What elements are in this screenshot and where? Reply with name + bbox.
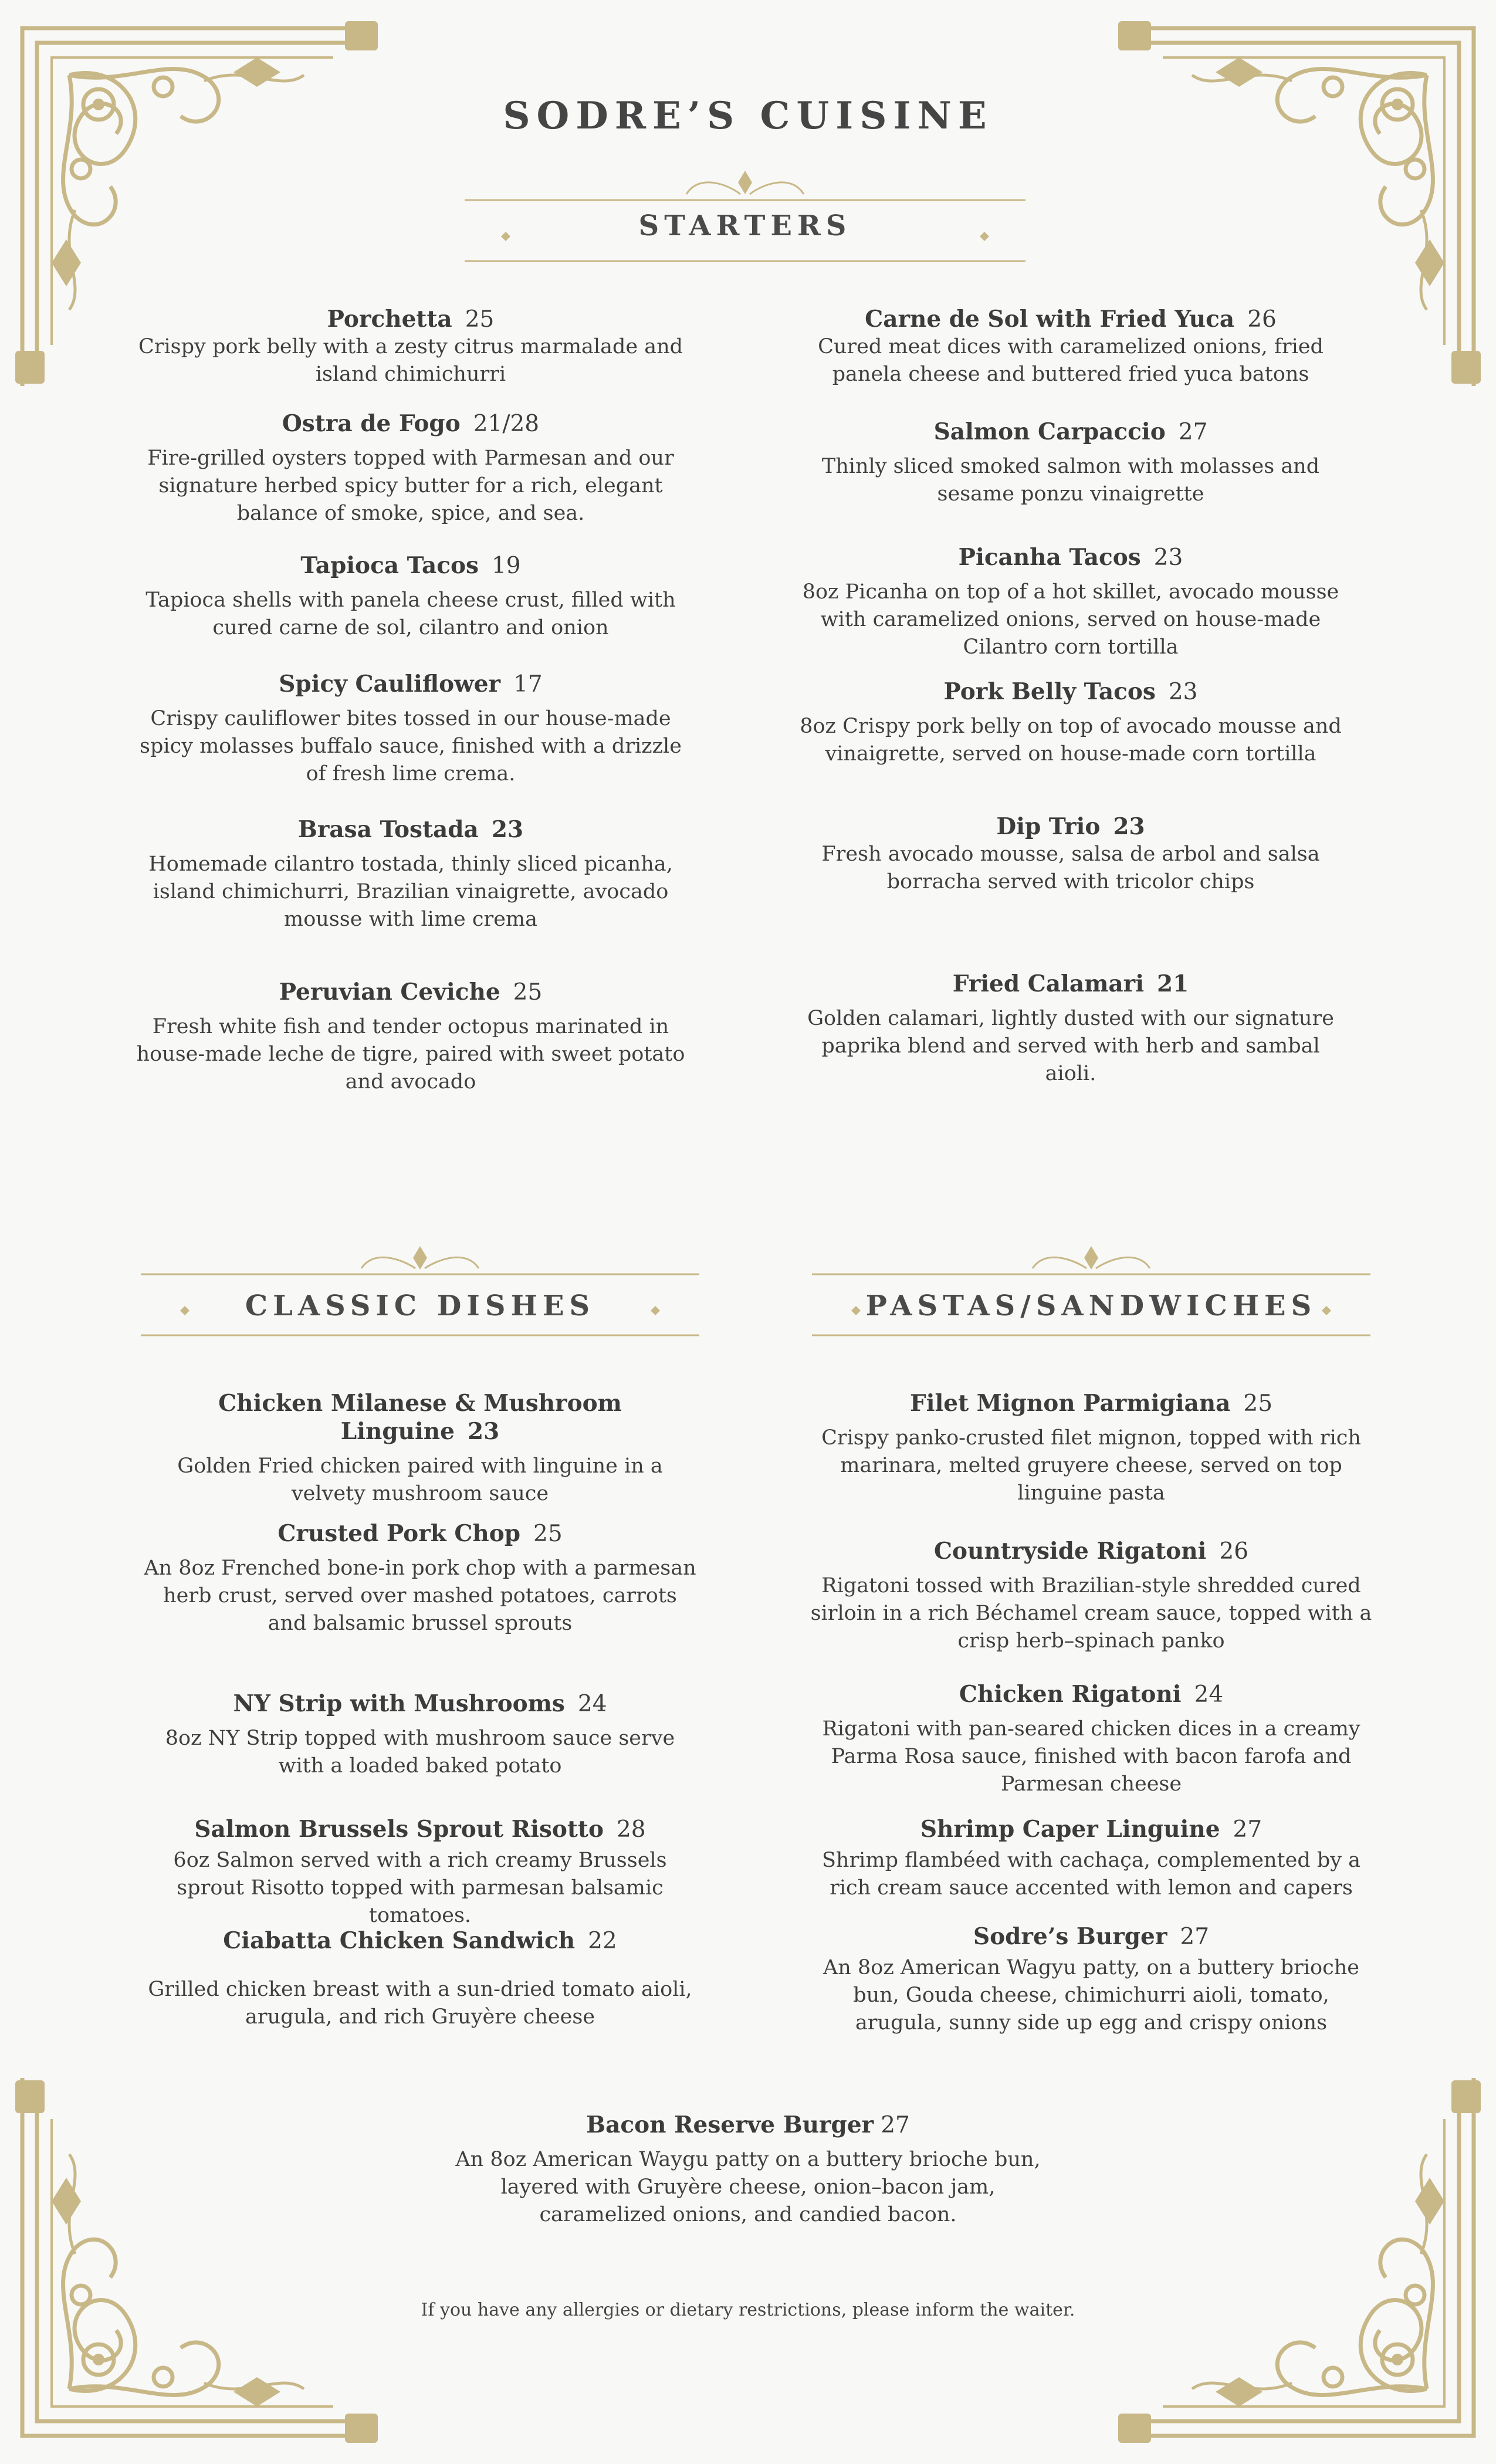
menu-item	[141, 1690, 699, 1780]
item-name: Peruvian Ceviche	[279, 979, 500, 1006]
item-name: Shrimp Caper Linguine	[920, 1816, 1220, 1843]
classic-dishes-title: CLASSIC DISHES	[245, 1289, 595, 1322]
menu-item	[795, 543, 1346, 661]
item-price: 23	[467, 1418, 500, 1445]
item-price: 22	[588, 1928, 617, 1954]
item-name: Filet Mignon Parmigiana	[909, 1390, 1231, 1417]
item-price: 21	[1157, 970, 1189, 997]
item-name: Salmon Carpaccio	[933, 418, 1166, 445]
item-price: 25	[513, 979, 543, 1006]
item-description: Homemade cilantro tostada, thinly sliced picanha, island chimichurri, Brazilian vinaigrette, avocado mousse with lime crema	[148, 852, 673, 931]
pastas-sandwiches-heading	[812, 1244, 1370, 1338]
corner-ornament-bottom-right	[1110, 2066, 1485, 2448]
menu-item	[141, 1927, 699, 2031]
item-description: Cured meat dices with caramelized onions, fried panela cheese and buttered fried yuca batons	[818, 335, 1324, 386]
item-name: Tapioca Tacos	[300, 552, 479, 579]
item-name: NY Strip with Mushrooms	[233, 1690, 565, 1717]
menu-item	[141, 1815, 699, 1930]
item-price: 17	[513, 671, 543, 698]
item-price: 23	[491, 816, 524, 843]
item-description: 8oz Picanha on top of a hot skillet, avocado mousse with caramelized onions, served on house-made Cilantro corn tortilla	[802, 580, 1339, 659]
menu-item	[135, 815, 686, 933]
item-description: An 8oz Frenched bone-in pork chop with a parmesan herb crust, served over mashed potatoes, carrots and balsamic brussel sprouts	[144, 1556, 696, 1635]
item-price: 19	[491, 553, 521, 579]
item-name: Pork Belly Tacos	[943, 678, 1156, 705]
item-name: Bacon Reserve Burger	[586, 2111, 874, 2138]
item-price: 27	[1178, 419, 1208, 445]
menu-item	[135, 409, 686, 527]
item-description: Golden calamari, lightly dusted with our signature paprika blend and served with herb and sambal aioli.	[807, 1007, 1334, 1085]
menu-item	[135, 978, 686, 1096]
pastas-sandwiches-title: PASTAS/SANDWICHES	[865, 1289, 1317, 1322]
menu-item	[795, 970, 1346, 1088]
item-name: Brasa Tostada	[297, 816, 479, 843]
menu-item	[135, 670, 686, 788]
item-description: Fire-grilled oysters topped with Parmesan and our signature herbed spicy butter for a rich, elegant balance of smoke, spice, and sea.	[147, 446, 674, 525]
item-description: Crispy pork belly with a zesty citrus marmalade and island chimichurri	[138, 335, 683, 386]
item-name: Ostra de Fogo	[282, 410, 461, 437]
menu-item	[795, 418, 1346, 508]
item-name: Carne de Sol with Fried Yuca	[865, 306, 1235, 333]
item-price: 27	[1233, 1816, 1263, 1843]
menu-item	[810, 1680, 1373, 1798]
menu-item	[795, 1389, 1387, 1507]
item-description: Grilled chicken breast with a sun-dried tomato aioli, arugula, and rich Gruyère cheese	[148, 1978, 692, 2029]
allergy-note: If you have any allergies or dietary restrictions, please inform the waiter.	[421, 2300, 1075, 2320]
menu-item	[810, 1815, 1373, 1902]
item-description: 8oz NY Strip topped with mushroom sauce serve with a loaded baked potato	[165, 1727, 675, 1778]
item-price: 24	[577, 1691, 607, 1717]
item-description: Rigatoni with pan-seared chicken dices in a creamy Parma Rosa sauce, finished with bacon farofa and Parmesan cheese	[822, 1717, 1360, 1796]
menu-item	[141, 1389, 699, 1508]
item-price: 27	[1180, 1924, 1210, 1950]
item-name: Chicken Rigatoni	[959, 1681, 1182, 1708]
item-price: 24	[1194, 1681, 1224, 1708]
menu-item	[141, 1519, 699, 1637]
starters-title: STARTERS	[638, 209, 852, 242]
ornament-graphic	[1110, 2066, 1485, 2448]
item-description: 6oz Salmon served with a rich creamy Brussels sprout Risotto topped with parmesan balsamic tomatoes.	[173, 1849, 667, 1927]
item-description: Rigatoni tossed with Brazilian-style shredded cured sirloin in a rich Béchamel cream sauce, topped with a crisp herb–spinach panko	[810, 1574, 1372, 1653]
item-description: An 8oz American Waygu patty on a buttery brioche bun, layered with Gruyère cheese, onion–bacon jam, caramelized onions, and candied bacon.	[455, 2148, 1041, 2226]
item-price: 25	[465, 306, 495, 333]
item-price: 23	[1168, 679, 1198, 705]
item-name: Fried Calamari	[952, 970, 1145, 997]
item-price: 21/28	[473, 411, 540, 437]
item-name: Countryside Rigatoni	[933, 1538, 1207, 1565]
item-name: Picanha Tacos	[958, 544, 1141, 571]
item-description: Thinly sliced smoked salmon with molasses and sesame ponzu vinaigrette	[821, 455, 1320, 506]
ornament-graphic	[11, 2066, 386, 2448]
restaurant-title: SODRE’S CUISINE	[503, 94, 993, 138]
item-price: 23	[1113, 813, 1145, 840]
item-name: Ciabatta Chicken Sandwich	[223, 1927, 576, 1954]
classic-dishes-heading	[141, 1244, 699, 1338]
item-name: Chicken Milanese & Mushroom Linguine	[218, 1390, 622, 1445]
item-name: Spicy Cauliflower	[279, 671, 501, 698]
item-description: Tapioca shells with panela cheese crust, filled with cured carne de sol, cilantro and onion	[145, 588, 676, 639]
item-name: Salmon Brussels Sprout Risotto	[194, 1816, 604, 1843]
item-description: 8oz Crispy pork belly on top of avocado mousse and vinaigrette, served on house-made corn tortilla	[800, 715, 1342, 766]
corner-ornament-bottom-left	[11, 2066, 386, 2448]
item-price: 25	[533, 1521, 563, 1547]
item-name: Crusted Pork Chop	[277, 1520, 521, 1547]
item-description: An 8oz American Wagyu patty, on a buttery brioche bun, Gouda cheese, chimichurri aioli, tomato, arugula, sunny side up egg and crispy onions	[823, 1956, 1359, 2035]
starters-heading	[465, 167, 1025, 267]
item-description: Crispy cauliflower bites tossed in our house-made spicy molasses buffalo sauce, finished with a drizzle of fresh lime crema.	[140, 707, 682, 786]
menu-item	[795, 813, 1346, 896]
item-name: Sodre’s Burger	[973, 1923, 1167, 1950]
item-price: 28	[616, 1816, 646, 1843]
item-description: Shrimp flambéed with cachaça, complemented by a rich cream sauce accented with lemon and capers	[821, 1849, 1361, 1900]
item-price: 26	[1219, 1538, 1249, 1565]
menu-item-featured	[446, 2111, 1050, 2229]
menu-item	[795, 678, 1346, 768]
item-name: Porchetta	[327, 306, 452, 333]
menu-item	[795, 305, 1346, 388]
menu-item	[135, 551, 686, 642]
menu-item	[810, 1537, 1373, 1655]
item-price: 26	[1247, 306, 1277, 333]
item-description: Fresh avocado mousse, salsa de arbol and salsa borracha served with tricolor chips	[821, 842, 1320, 893]
item-description: Crispy panko-crusted filet mignon, topped with rich marinara, melted gruyere cheese, served on top linguine pasta	[821, 1426, 1361, 1505]
item-price: 23	[1153, 544, 1183, 571]
item-description: Fresh white fish and tender octopus marinated in house-made leche de tigre, paired with sweet potato and avocado	[136, 1015, 685, 1094]
menu-item	[135, 305, 686, 388]
menu-item	[810, 1923, 1373, 2037]
item-description: Golden Fried chicken paired with linguine in a velvety mushroom sauce	[177, 1454, 663, 1505]
item-price: 27	[881, 2112, 910, 2138]
item-name: Dip Trio	[996, 813, 1101, 840]
item-price: 25	[1243, 1390, 1273, 1417]
